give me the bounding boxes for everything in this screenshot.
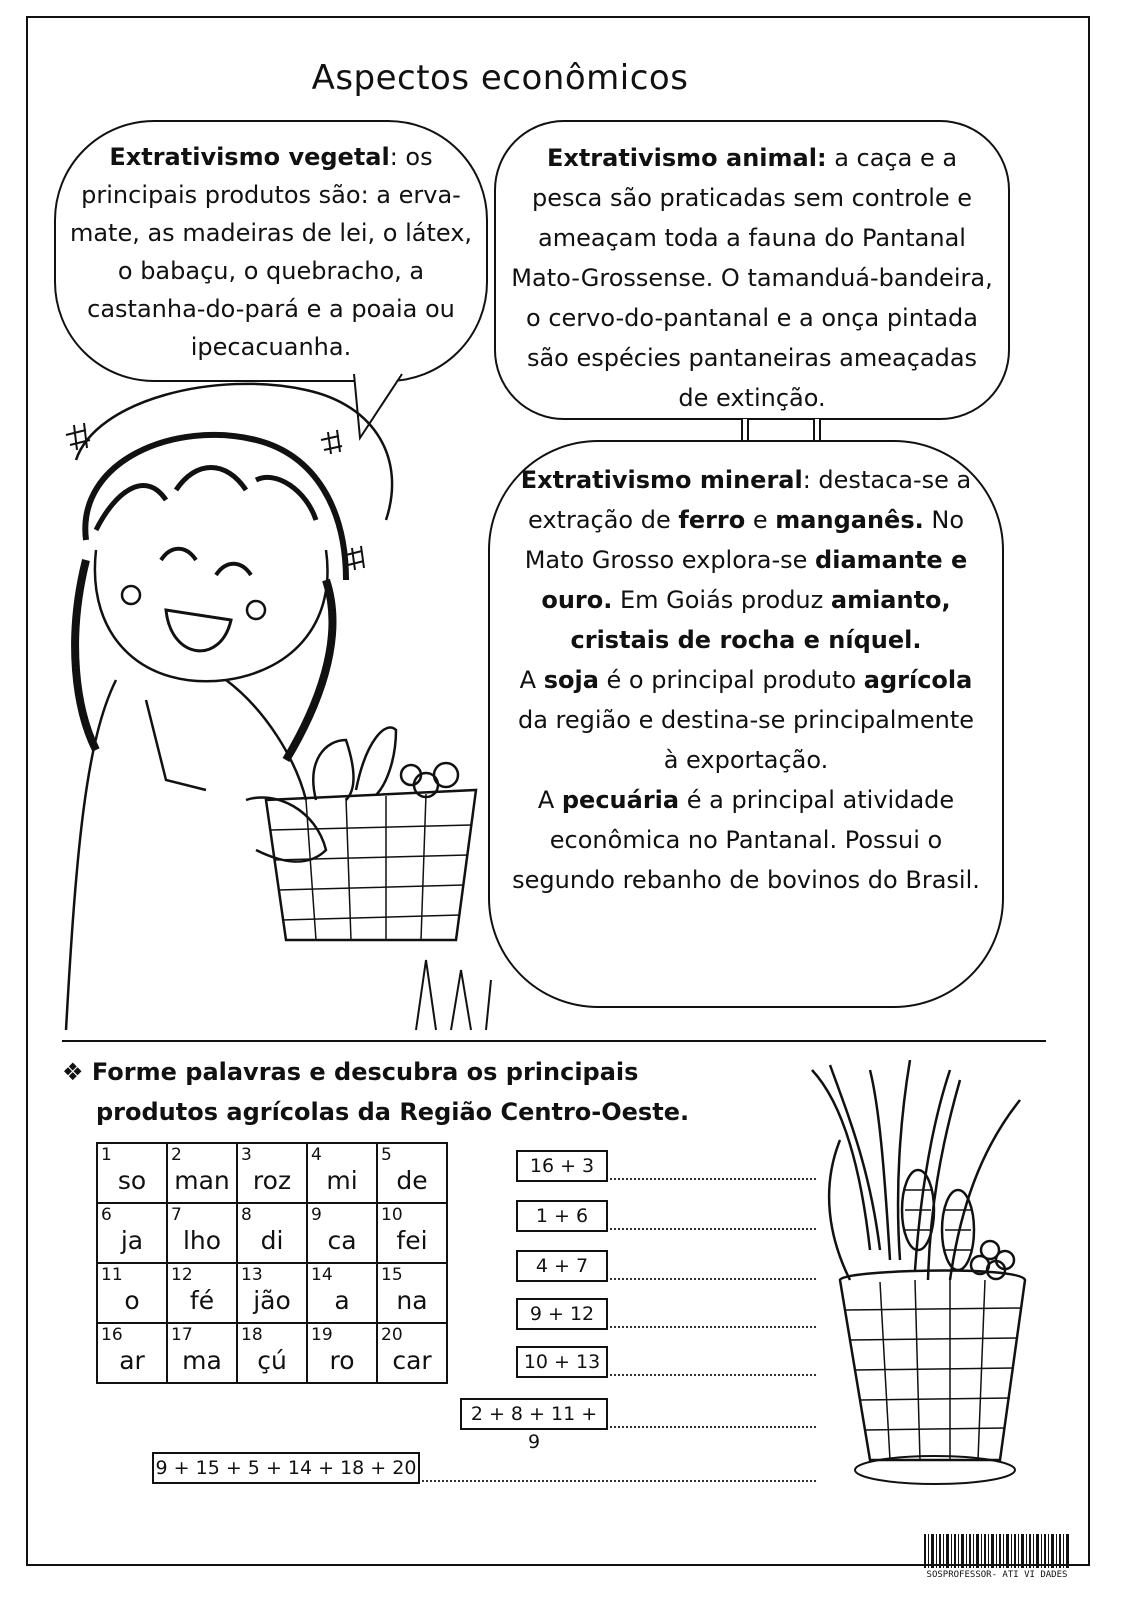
cell-syllable: lho	[182, 1226, 222, 1255]
cell-syllable: na	[396, 1286, 428, 1315]
syllable-cell	[167, 1263, 237, 1323]
cell-syllable: ar	[119, 1346, 145, 1375]
bubble-extrativismo-mineral	[488, 440, 1004, 1008]
pecuaria-bold: pecuária	[561, 786, 680, 814]
syllable-cell	[97, 1323, 167, 1383]
sum-box: 4 + 7	[516, 1250, 608, 1282]
syllable-cell	[97, 1263, 167, 1323]
mineral-label: Extrativismo mineral	[520, 466, 803, 494]
soja-text-1: A	[519, 666, 544, 694]
cell-syllable: ja	[120, 1226, 144, 1255]
cell-syllable: a	[334, 1286, 350, 1315]
cell-number: 10	[381, 1205, 403, 1225]
sum-box: 9 + 15 + 5 + 14 + 18 + 20	[152, 1452, 420, 1484]
mineral-paragraph-pecuaria	[512, 780, 980, 900]
syllable-cell	[237, 1143, 307, 1203]
cell-number: 20	[381, 1325, 403, 1345]
syllable-cell	[237, 1263, 307, 1323]
mineral-text-1: : destaca-se a extração de	[528, 466, 972, 534]
syllable-cell	[377, 1203, 447, 1263]
syllable-cell	[307, 1323, 377, 1383]
footer-credit: SOSPROFESSOR- ATI VI DADES	[926, 1570, 1068, 1580]
syllable-row	[97, 1143, 447, 1203]
diamond-bullet-icon: ❖	[62, 1058, 84, 1086]
syllable-cell	[377, 1143, 447, 1203]
cell-number: 12	[171, 1265, 193, 1285]
cell-syllable: man	[174, 1166, 230, 1195]
cell-number: 11	[101, 1265, 123, 1285]
bubble-extrativismo-animal	[494, 120, 1010, 420]
syllable-cell	[377, 1263, 447, 1323]
cell-number: 9	[311, 1205, 322, 1225]
syllable-cell	[307, 1203, 377, 1263]
mineral-bold-manganes: manganês.	[775, 506, 924, 534]
page-title: Aspectos econômicos	[311, 58, 689, 98]
mineral-paragraph-soja	[512, 660, 980, 780]
exercise-instructions	[62, 1052, 722, 1132]
cell-number: 18	[241, 1325, 263, 1345]
syllable-cell	[237, 1203, 307, 1263]
answer-line[interactable]	[610, 1228, 816, 1230]
exercise-line-2: produtos agrícolas da Região Centro-Oeste.	[96, 1098, 690, 1126]
answer-line[interactable]	[610, 1374, 816, 1376]
barcode-graphic	[924, 1534, 1072, 1570]
syllable-cell	[167, 1143, 237, 1203]
pecuaria-text-1: A	[537, 786, 562, 814]
cell-syllable: fé	[189, 1286, 215, 1315]
cell-number: 19	[311, 1325, 333, 1345]
sum-box: 10 + 13	[516, 1346, 608, 1378]
girl-with-basket-illustration	[56, 380, 496, 1040]
answer-line[interactable]	[610, 1426, 816, 1428]
soja-text-2: é o principal produto	[598, 666, 864, 694]
mineral-text-2: e	[745, 506, 776, 534]
cell-syllable: di	[260, 1226, 284, 1255]
mineral-text-4: Em Goiás produz	[612, 586, 831, 614]
cell-syllable: ro	[329, 1346, 355, 1375]
cell-number: 5	[381, 1145, 392, 1165]
vegetal-label: Extrativismo vegetal	[109, 143, 390, 171]
syllable-cell	[167, 1203, 237, 1263]
syllable-cell	[97, 1143, 167, 1203]
animal-text: a caça e a pesca são praticadas sem controle e ameaçam toda a fauna do Pantanal Mato-Grossense. O tamanduá-bandeira, o cervo-do-pantanal e a onça pintada são espécies pantaneiras ameaçadas de extinção.	[511, 144, 993, 412]
syllable-row	[97, 1323, 447, 1383]
cell-syllable: ma	[182, 1346, 222, 1375]
cell-number: 16	[101, 1325, 123, 1345]
cell-syllable: o	[124, 1286, 140, 1315]
syllable-cell	[307, 1263, 377, 1323]
cell-syllable: car	[392, 1346, 432, 1375]
cell-number: 14	[311, 1265, 333, 1285]
mineral-bold-diamante: diamante e ouro.	[541, 546, 968, 614]
mineral-paragraph-1	[512, 460, 980, 660]
cell-number: 6	[101, 1205, 112, 1225]
sum-box: 16 + 3	[516, 1150, 608, 1182]
syllable-row	[97, 1263, 447, 1323]
cell-syllable: so	[117, 1166, 147, 1195]
cell-number: 17	[171, 1325, 193, 1345]
syllable-cell	[97, 1203, 167, 1263]
exercise-line-1: Forme palavras e descubra os principais	[91, 1058, 639, 1086]
cell-syllable: çú	[257, 1346, 287, 1375]
answer-line[interactable]	[610, 1326, 816, 1328]
answer-line[interactable]	[422, 1480, 816, 1482]
agricola-bold: agrícola	[863, 666, 973, 694]
syllable-cell	[307, 1143, 377, 1203]
cell-number: 15	[381, 1265, 403, 1285]
sum-box: 1 + 6	[516, 1200, 608, 1232]
cell-number: 3	[241, 1145, 252, 1165]
syllable-row	[97, 1203, 447, 1263]
bubble-extrativismo-vegetal	[54, 120, 488, 382]
cell-syllable: mi	[326, 1166, 358, 1195]
syllable-grid	[96, 1142, 448, 1384]
sum-box: 2 + 8 + 11 + 9	[460, 1398, 608, 1430]
cell-number: 4	[311, 1145, 322, 1165]
cell-number: 7	[171, 1205, 182, 1225]
cell-number: 1	[101, 1145, 112, 1165]
animal-label: Extrativismo animal:	[546, 144, 827, 172]
cell-number: 13	[241, 1265, 263, 1285]
cell-syllable: de	[396, 1166, 428, 1195]
cell-syllable: roz	[252, 1166, 292, 1195]
cell-number: 8	[241, 1205, 252, 1225]
mineral-text-3: No Mato Grosso explora-se	[524, 506, 964, 574]
mineral-bold-amianto: amianto, cristais de rocha e níquel.	[570, 586, 951, 654]
syllable-cell	[237, 1323, 307, 1383]
cell-number: 2	[171, 1145, 182, 1165]
vegetal-text: : os principais produtos são: a erva-mate, as madeiras de lei, o látex, o babaçu, o quebracho, a castanha-do-pará e a poaia ou ipecacuanha.	[69, 143, 473, 361]
cell-syllable: fei	[396, 1226, 428, 1255]
soja-text-3: da região e destina-se principalmente à exportação.	[517, 706, 975, 774]
answer-line[interactable]	[610, 1278, 816, 1280]
syllable-cell	[167, 1323, 237, 1383]
sum-box: 9 + 12	[516, 1298, 608, 1330]
syllable-cell	[377, 1323, 447, 1383]
mineral-bold-ferro: ferro	[678, 506, 746, 534]
answer-line[interactable]	[610, 1178, 816, 1180]
cell-syllable: ca	[327, 1226, 357, 1255]
soja-bold: soja	[543, 666, 599, 694]
section-divider	[62, 1040, 1046, 1042]
basket-corn-illustration	[800, 1060, 1040, 1490]
cell-syllable: jão	[253, 1286, 291, 1315]
pecuaria-text-2: é a principal atividade econômica no Pantanal. Possui o segundo rebanho de bovinos do Brasil.	[512, 786, 980, 894]
